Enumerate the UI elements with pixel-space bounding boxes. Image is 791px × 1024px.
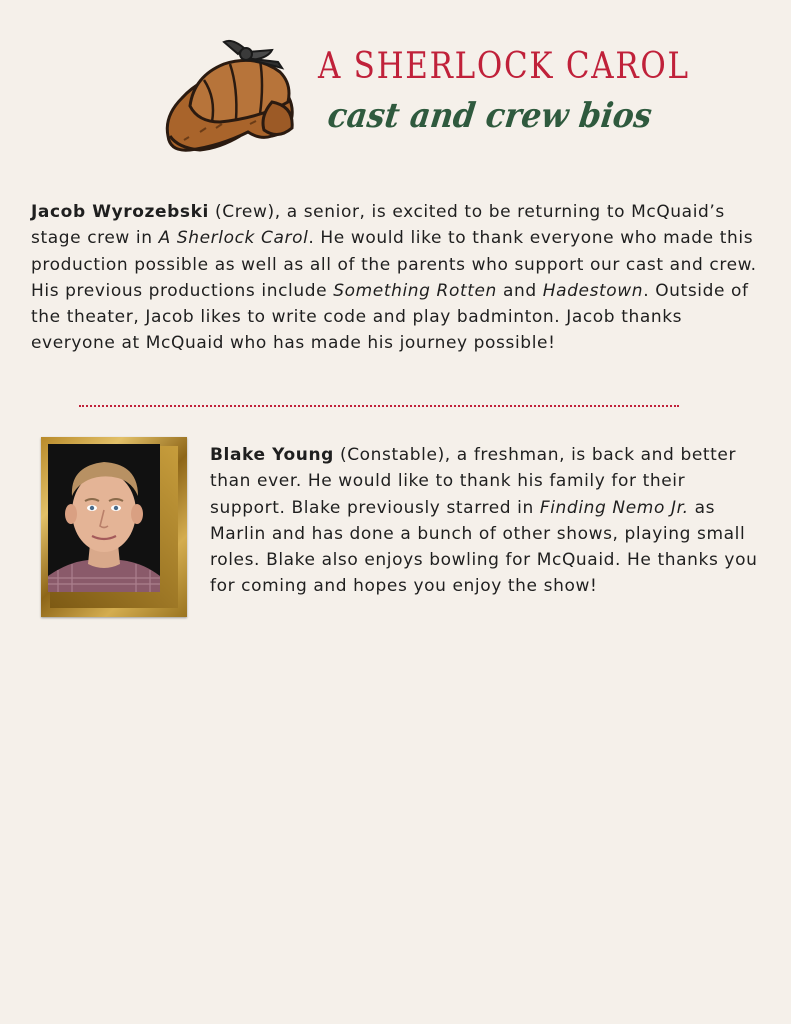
headshot-photo [48, 444, 160, 592]
bio-text: and [496, 280, 543, 301]
show-title: Hadestown [542, 280, 644, 301]
show-title: A Sherlock Carol [158, 228, 309, 249]
show-title: Finding Nemo Jr. [539, 497, 689, 518]
bio-text: (Crew), a senior, is excited to be returning to McQuaid’s stage crew in [31, 202, 725, 249]
page-title: A SHERLOCK CAROL [318, 46, 690, 87]
bio-text: . He would like to thank everyone who made this production possible as well as all of the parents who support our cast and crew. His previous productions include [31, 228, 757, 301]
bio-jacob-wyrozebski [31, 199, 766, 357]
page-header [0, 0, 791, 160]
bio-name: Blake Young [210, 445, 334, 465]
show-title: Something Rotten [333, 280, 497, 301]
deerstalker-hat-icon [160, 36, 300, 154]
page-subtitle: cast and crew bios [325, 96, 655, 136]
section-divider [79, 405, 679, 407]
bio-blake-young [210, 442, 758, 600]
bio-text: . Outside of the theater, Jacob likes to write code and play badminton. Jacob thanks everyone at McQuaid who has made his journey possible! [31, 280, 749, 354]
bio-text: as Marlin and has done a bunch of other shows, playing small roles. Blake also enjoys bowling for McQuaid. He thanks you for coming and hopes you enjoy the show! [210, 497, 758, 597]
photo-frame [41, 437, 187, 617]
bio-name: Jacob Wyrozebski [31, 202, 209, 222]
bio-text: (Constable), a freshman, is back and better than ever. He would like to thank his family for their support. Blake previously starred in [210, 445, 737, 518]
